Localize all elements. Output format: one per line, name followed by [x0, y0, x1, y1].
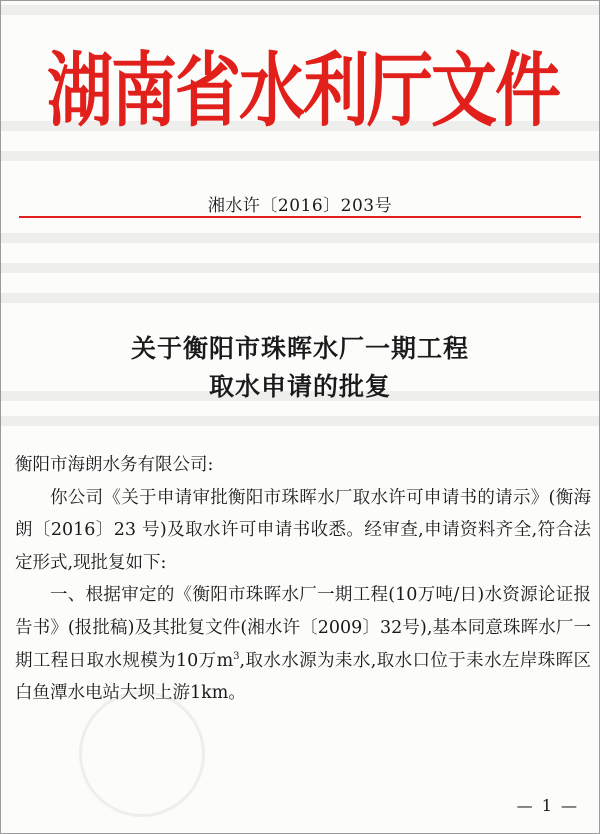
paragraph-1: 你公司《关于申请审批衡阳市珠晖水厂取水许可申请书的请示》(衡海朗〔2016〕23 号)及取水许可申请书收悉。经审查,申请资料齐全,符合法定形式,现批复如下: [15, 487, 591, 573]
paragraph-2-text-b: ,取水水源为耒水,取水口位于耒水左岸珠晖区白鱼潭水电站大坝上游1km。 [15, 650, 591, 704]
recipient: 衡阳市海朗水务有限公司: [15, 455, 214, 475]
bleed-through-line [1, 233, 599, 243]
document-title-line2: 取水申请的批复 [208, 372, 391, 401]
bleed-through-line [1, 263, 599, 273]
unit-superscript: 3 [233, 650, 240, 662]
document-title-line1: 关于衡阳市珠晖水厂一期工程 [130, 334, 469, 363]
paragraph-2 [15, 579, 591, 709]
page-number: — 1 — [516, 796, 579, 815]
agency-header: 湖南省水利厅文件 [47, 43, 559, 138]
bleed-through-line [1, 416, 599, 426]
red-separator-line [19, 216, 581, 218]
bleed-through-seal [79, 691, 205, 817]
bleed-through-line [1, 293, 599, 303]
paragraph-2-text-a: 一、根据审定的《衡阳市珠晖水厂一期工程(10万吨/日)水资源论证报告书》(报批稿)及其批复文件(湘水许〔2009〕32号),基本同意珠晖水厂一期工程日取水规模为10万m [15, 585, 591, 671]
document-body [15, 449, 591, 710]
document-number: 湘水许〔2016〕203号 [207, 196, 393, 216]
